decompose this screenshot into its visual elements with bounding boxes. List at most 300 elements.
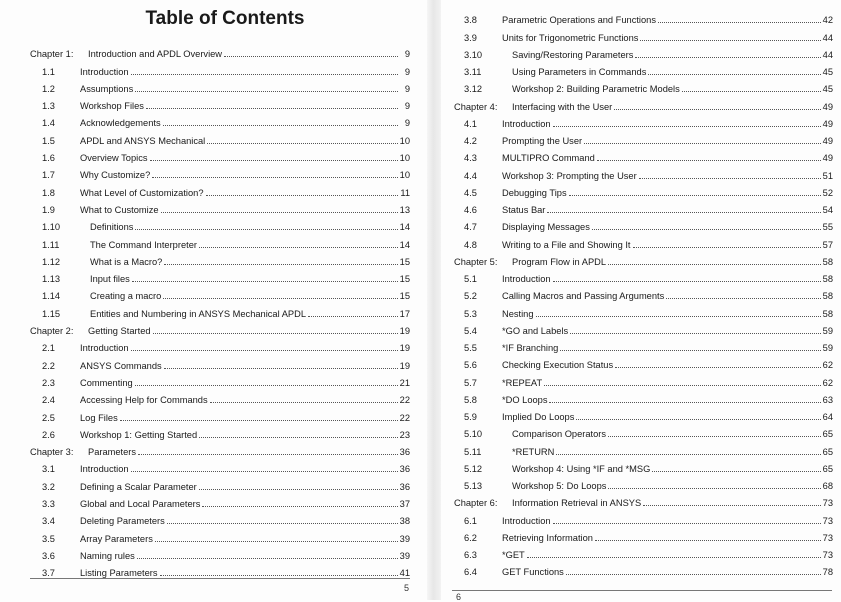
dot-leader [560, 349, 820, 351]
dot-leader [640, 39, 820, 41]
toc-entry-number: 5.9 [464, 412, 477, 422]
dot-leader [163, 297, 397, 299]
toc-section-entry [454, 267, 833, 284]
toc-section-entry [454, 336, 833, 353]
toc-entry-page: 49 [822, 101, 833, 112]
toc-section-entry [454, 232, 833, 249]
toc-entry-number: 3.9 [464, 32, 477, 43]
toc-entry-number: 5.10 [464, 429, 483, 440]
toc-entry-title: Workshop 1: Getting Started [80, 429, 198, 440]
toc-entry-title: Commenting [80, 377, 133, 388]
toc-entry-page: 21 [399, 377, 410, 388]
dot-leader [547, 211, 820, 213]
toc-entry-number: 2.3 [42, 377, 55, 388]
toc-section-entry [454, 560, 833, 577]
toc-entry-number: 3.4 [42, 516, 55, 527]
toc-entry-page: 73 [822, 515, 833, 526]
dot-leader [608, 487, 820, 489]
toc-entry-number: 3.3 [42, 499, 55, 510]
toc-section-entry [30, 388, 410, 405]
dot-leader [155, 540, 398, 542]
toc-entry-title: Information Retrieval in ANSYS [512, 498, 642, 509]
toc-section-entry [30, 405, 410, 422]
toc-entry-page: 64 [822, 412, 833, 422]
toc-entry-title: What to Customize [80, 204, 159, 215]
toc-entry-number: 2.1 [42, 343, 55, 354]
toc-entry-title: Workshop 2: Building Parametric Models [512, 84, 680, 95]
toc-entry-number: 3.6 [42, 550, 55, 561]
toc-chapter-entry [30, 319, 410, 336]
toc-entry-title: Program Flow in APDL [512, 256, 607, 267]
toc-entry-page: 9 [404, 118, 410, 129]
dot-leader [658, 21, 821, 23]
toc-entry-page: 49 [822, 136, 833, 146]
toc-entry-title: Implied Do Loops [502, 412, 575, 422]
toc-entry-title: *IF Branching [502, 343, 559, 353]
toc-entry-number: 6.4 [464, 567, 477, 578]
toc-entry-page: 58 [822, 308, 833, 319]
toc-section-entry [454, 25, 833, 42]
toc-section-entry [454, 146, 833, 163]
toc-entry-title: Naming rules [80, 550, 135, 561]
toc-entry-title: Listing Parameters [80, 568, 158, 579]
toc-entry-page: 39 [399, 533, 410, 544]
toc-section-entry [30, 457, 410, 474]
toc-entry-page: 19 [399, 343, 410, 354]
toc-section-entry [30, 59, 410, 76]
toc-section-entry [30, 163, 410, 180]
toc-section-entry [454, 319, 833, 336]
toc-entry-number: Chapter 4: [454, 101, 498, 112]
toc-entry-page: 41 [399, 568, 410, 579]
toc-section-entry [454, 388, 833, 405]
toc-section-entry [454, 60, 833, 77]
dot-leader [137, 557, 398, 559]
toc-entry-title: *DO Loops [502, 394, 548, 405]
dot-leader [666, 297, 820, 299]
toc-chapter-entry [454, 250, 833, 267]
toc-entry-number: Chapter 6: [454, 498, 498, 509]
toc-entry-page: 15 [399, 291, 410, 302]
toc-entry-page: 15 [399, 256, 410, 267]
toc-entry-title: Workshop 3: Prompting the User [502, 170, 637, 181]
toc-section-entry [454, 8, 833, 25]
toc-entry-page: 65 [822, 446, 833, 457]
toc-entry-number: 4.1 [464, 118, 477, 129]
toc-entry-title: Nesting [502, 308, 534, 319]
toc-entry-title: Using Parameters in Commands [512, 67, 647, 77]
dot-leader [199, 246, 398, 248]
toc-section-entry [454, 43, 833, 60]
page-number-right: 6 [456, 592, 462, 602]
toc-entry-title: Saving/Restoring Parameters [512, 49, 634, 60]
toc-section-entry [454, 77, 833, 94]
dot-leader [135, 228, 397, 230]
toc-entry-page: 42 [822, 15, 833, 26]
page-title: Table of Contents [145, 8, 305, 29]
dot-leader [553, 522, 821, 524]
toc-entry-number: 5.2 [464, 291, 477, 302]
toc-entry-number: 1.12 [42, 256, 61, 267]
dot-leader [576, 418, 820, 420]
dot-leader [549, 401, 820, 403]
toc-entry-number: 3.8 [464, 15, 477, 26]
toc-section-entry [30, 232, 410, 249]
toc-entry-number: 4.4 [464, 170, 477, 181]
toc-entry-number: 1.5 [42, 135, 55, 146]
toc-entry-title: Getting Started [88, 326, 151, 337]
toc-section-entry [454, 301, 833, 318]
toc-entry-number: 1.1 [42, 66, 55, 77]
dot-leader [146, 107, 398, 109]
toc-section-entry [454, 370, 833, 387]
toc-entry-number: 1.7 [42, 170, 55, 181]
dot-leader [584, 142, 821, 144]
toc-entry-page: 11 [400, 187, 410, 198]
toc-section-entry [454, 422, 833, 439]
toc-entry-number: 5.5 [464, 343, 477, 353]
dot-leader [553, 125, 821, 127]
toc-entry-title: Retrieving Information [502, 532, 593, 543]
toc-entry-number: 3.10 [464, 49, 483, 60]
toc-entry-title: Introduction [80, 464, 129, 475]
toc-entry-page: 19 [399, 326, 410, 337]
toc-entry-number: 5.12 [464, 463, 483, 474]
dot-leader [566, 573, 821, 575]
dot-leader [544, 384, 821, 386]
toc-entry-number: 1.10 [42, 222, 61, 233]
toc-entry-number: 2.4 [42, 395, 55, 406]
toc-section-entry [454, 474, 833, 491]
toc-entry-number: Chapter 3: [30, 447, 74, 458]
dot-leader [150, 159, 398, 161]
toc-section-entry [30, 128, 410, 145]
toc-entry-page: 73 [822, 550, 833, 560]
dot-leader [152, 176, 397, 178]
toc-entry-title: *REPEAT [502, 377, 543, 388]
dot-leader [614, 108, 820, 110]
footer-rule-left [30, 578, 410, 579]
toc-entry-page: 14 [399, 239, 410, 250]
toc-section-entry [30, 250, 410, 267]
toc-entry-title: What Level of Customization? [80, 187, 204, 198]
toc-section-entry [454, 457, 833, 474]
toc-entry-title: Creating a macro [90, 291, 162, 302]
toc-entry-page: 49 [822, 118, 833, 129]
toc-entry-number: 6.3 [464, 550, 477, 560]
toc-entry-title: Status Bar [502, 205, 546, 215]
dot-leader [163, 124, 398, 126]
toc-entry-page: 22 [399, 412, 410, 423]
dot-leader [153, 332, 398, 334]
dot-leader [135, 384, 398, 386]
dot-leader [164, 367, 398, 369]
dot-leader [595, 539, 821, 541]
toc-section-entry [454, 543, 833, 560]
page-number-left: 5 [404, 583, 410, 593]
toc-entry-number: 1.14 [42, 291, 61, 302]
toc-entry-title: Defining a Scalar Parameter [80, 481, 197, 492]
toc-entry-number: 3.12 [464, 84, 483, 95]
dot-leader [648, 73, 820, 75]
toc-entry-number: 1.2 [42, 83, 55, 94]
toc-section-entry [30, 423, 410, 440]
toc-chapter-entry [30, 440, 410, 457]
toc-entry-page: 58 [822, 291, 833, 302]
toc-entry-number: 1.11 [42, 239, 60, 250]
toc-entry-page: 9 [404, 66, 410, 77]
toc-entry-page: 73 [822, 532, 833, 543]
toc-entry-title: Assumptions [80, 83, 134, 94]
toc-entry-title: Introduction and APDL Overview [88, 49, 223, 60]
dot-leader [131, 470, 398, 472]
toc-chapter-entry [454, 491, 833, 508]
dot-leader [131, 73, 398, 75]
dot-leader [570, 332, 821, 334]
toc-entry-page: 65 [822, 429, 833, 440]
toc-entry-title: Interfacing with the User [512, 101, 613, 112]
toc-entry-page: 51 [822, 170, 833, 181]
toc-entry-title: Global and Local Parameters [80, 499, 201, 510]
dot-leader [131, 349, 398, 351]
toc-entry-number: 5.13 [464, 481, 483, 491]
toc-entry-number: 5.11 [464, 446, 482, 457]
dot-leader [135, 90, 398, 92]
toc-section-entry [30, 509, 410, 526]
dot-leader [615, 366, 821, 368]
dot-leader [597, 159, 821, 161]
toc-entry-number: 6.2 [464, 532, 477, 543]
toc-entry-title: Units for Trigonometric Functions [502, 32, 639, 43]
toc-entry-title: Displaying Messages [502, 222, 590, 233]
toc-section-entry [454, 112, 833, 129]
toc-entry-page: 54 [822, 205, 833, 215]
toc-entry-page: 36 [399, 464, 410, 475]
toc-section-entry [454, 284, 833, 301]
dot-leader [120, 419, 398, 421]
dot-leader [639, 177, 821, 179]
dot-leader [210, 401, 398, 403]
toc-entry-page: 9 [404, 49, 410, 60]
toc-entry-page: 22 [399, 395, 410, 406]
dot-leader [132, 280, 398, 282]
toc-section-entry [454, 215, 833, 232]
toc-entry-title: GET Functions [502, 567, 564, 578]
toc-section-entry [454, 353, 833, 370]
toc-entry-title: Writing to a File and Showing It [502, 239, 631, 250]
toc-entry-title: Workshop Files [80, 101, 144, 112]
toc-entry-title: Comparison Operators [512, 429, 607, 440]
toc-entry-number: 2.5 [42, 412, 55, 423]
toc-entry-page: 78 [822, 567, 833, 578]
toc-entry-number: 1.8 [42, 187, 55, 198]
dot-leader [224, 55, 398, 57]
toc-entry-page: 58 [822, 256, 833, 267]
toc-section-entry [30, 353, 410, 370]
toc-entry-title: Prompting the User [502, 136, 583, 146]
dot-leader [199, 488, 398, 490]
toc-entry-title: Introduction [502, 118, 551, 129]
toc-entry-number: 4.6 [464, 205, 477, 215]
dot-leader [635, 56, 820, 58]
toc-entry-page: 17 [399, 308, 410, 319]
dot-leader [536, 315, 821, 317]
dot-leader [608, 435, 821, 437]
toc-section-entry [454, 439, 833, 456]
toc-entry-title: Introduction [80, 343, 129, 354]
toc-entry-page: 14 [399, 222, 410, 233]
toc-entry-page: 15 [399, 274, 410, 285]
toc-section-entry [30, 474, 410, 491]
toc-entry-title: Calling Macros and Passing Arguments [502, 291, 665, 302]
toc-entry-number: 3.2 [42, 481, 55, 492]
toc-section-entry [30, 267, 410, 284]
toc-section-entry [30, 94, 410, 111]
right-page [444, 0, 841, 600]
toc-entry-title: Why Customize? [80, 170, 151, 181]
dot-leader [160, 574, 398, 576]
toc-section-entry [30, 492, 410, 509]
toc-entry-title: Array Parameters [80, 533, 153, 544]
toc-entry-number: 2.2 [42, 360, 55, 371]
dot-leader [206, 194, 398, 196]
toc-section-entry [30, 180, 410, 197]
toc-section-entry [454, 508, 833, 525]
toc-entry-page: 59 [822, 343, 833, 353]
toc-entry-number: 3.1 [42, 464, 55, 475]
toc-entry-number: 1.6 [42, 153, 55, 164]
toc-entry-page: 57 [822, 239, 833, 250]
toc-entry-number: 2.6 [42, 429, 55, 440]
toc-entry-title: *RETURN [512, 446, 555, 457]
toc-section-entry [454, 129, 833, 146]
toc-entry-number: Chapter 5: [454, 256, 498, 267]
toc-entry-number: 4.3 [464, 153, 477, 164]
toc-entry-page: 10 [399, 170, 410, 181]
toc-chapter-entry [454, 94, 833, 111]
toc-entry-page: 45 [822, 67, 833, 77]
toc-entry-number: 1.9 [42, 204, 55, 215]
toc-entry-page: 62 [822, 360, 833, 371]
toc-entry-number: 1.3 [42, 101, 55, 112]
toc-section-entry [30, 544, 410, 561]
toc-entry-page: 63 [822, 394, 833, 405]
toc-section-entry [30, 111, 410, 128]
toc-section-entry [30, 561, 410, 578]
toc-entry-title: APDL and ANSYS Mechanical [80, 135, 206, 146]
toc-entry-page: 39 [399, 550, 410, 561]
toc-entry-page: 9 [404, 83, 410, 94]
toc-section-entry [30, 336, 410, 353]
toc-entry-title: MULTIPRO Command [502, 153, 595, 164]
dot-leader [207, 142, 397, 144]
toc-section-entry [454, 405, 833, 422]
toc-entry-number: 6.1 [464, 515, 477, 526]
toc-entry-page: 44 [822, 32, 833, 43]
toc-entry-title: Parameters [88, 447, 137, 458]
toc-entry-page: 45 [822, 84, 833, 95]
toc-entry-page: 9 [404, 101, 410, 112]
dot-leader [553, 280, 821, 282]
toc-entry-number: Chapter 2: [30, 326, 74, 337]
toc-entry-title: *GO and Labels [502, 325, 569, 336]
toc-entry-title: Overview Topics [80, 153, 148, 164]
toc-entry-title: Workshop 5: Do Loops [512, 481, 607, 491]
toc-entry-title: Deleting Parameters [80, 516, 165, 527]
footer-rule-right [452, 590, 832, 591]
toc-entry-page: 58 [822, 274, 833, 284]
dot-leader [164, 263, 397, 265]
toc-entry-page: 37 [399, 499, 410, 510]
dot-leader [308, 315, 398, 317]
dot-leader [592, 228, 821, 230]
toc-section-entry [30, 146, 410, 163]
toc-entry-title: Debugging Tips [502, 187, 567, 198]
toc-section-entry [30, 284, 410, 301]
dot-leader [652, 470, 820, 472]
toc-entry-number: 5.3 [464, 308, 477, 319]
dot-leader [556, 453, 820, 455]
dot-leader [569, 194, 821, 196]
left-page [0, 0, 420, 600]
toc-entry-page: 13 [399, 204, 410, 215]
dot-leader [608, 263, 821, 265]
toc-entry-page: 19 [399, 360, 410, 371]
toc-entry-page: 68 [822, 481, 833, 491]
toc-entry-page: 44 [822, 49, 833, 60]
toc-list-left [30, 42, 410, 578]
toc-entry-title: What is a Macro? [90, 256, 163, 267]
toc-entry-number: 1.13 [42, 274, 61, 285]
toc-chapter-entry [30, 42, 410, 59]
toc-entry-title: Introduction [502, 274, 551, 284]
toc-entry-number: 3.11 [464, 67, 482, 77]
toc-list-right [454, 8, 833, 577]
toc-entry-page: 52 [822, 187, 833, 198]
toc-entry-page: 73 [822, 498, 833, 509]
toc-entry-title: Parametric Operations and Functions [502, 15, 656, 26]
toc-entry-number: 5.4 [464, 325, 477, 336]
toc-entry-number: 5.6 [464, 360, 477, 371]
toc-entry-page: 10 [399, 135, 410, 146]
toc-entry-page: 65 [822, 463, 833, 474]
toc-entry-title: Definitions [90, 222, 134, 233]
toc-entry-title: Checking Execution Status [502, 360, 614, 371]
toc-entry-page: 36 [399, 481, 410, 492]
dot-leader [167, 522, 398, 524]
toc-entry-page: 10 [399, 153, 410, 164]
toc-section-entry [454, 163, 833, 180]
dot-leader [527, 556, 821, 558]
toc-section-entry [30, 198, 410, 215]
toc-entry-number: 4.5 [464, 187, 477, 198]
toc-entry-title: Log Files [80, 412, 118, 423]
toc-entry-number: 5.7 [464, 377, 477, 388]
toc-entry-number: Chapter 1: [30, 49, 74, 60]
toc-entry-title: ANSYS Commands [80, 360, 162, 371]
dot-leader [138, 453, 398, 455]
toc-entry-title: *GET [502, 550, 525, 560]
toc-entry-number: 5.8 [464, 394, 477, 405]
toc-entry-page: 62 [822, 377, 833, 388]
toc-entry-number: 4.2 [464, 136, 477, 146]
toc-entry-title: Acknowledgements [80, 118, 161, 129]
book-spine [427, 0, 441, 600]
toc-entry-number: 1.15 [42, 308, 61, 319]
dot-leader [633, 246, 821, 248]
toc-entry-number: 3.5 [42, 533, 55, 544]
toc-entry-title: Accessing Help for Commands [80, 395, 208, 406]
